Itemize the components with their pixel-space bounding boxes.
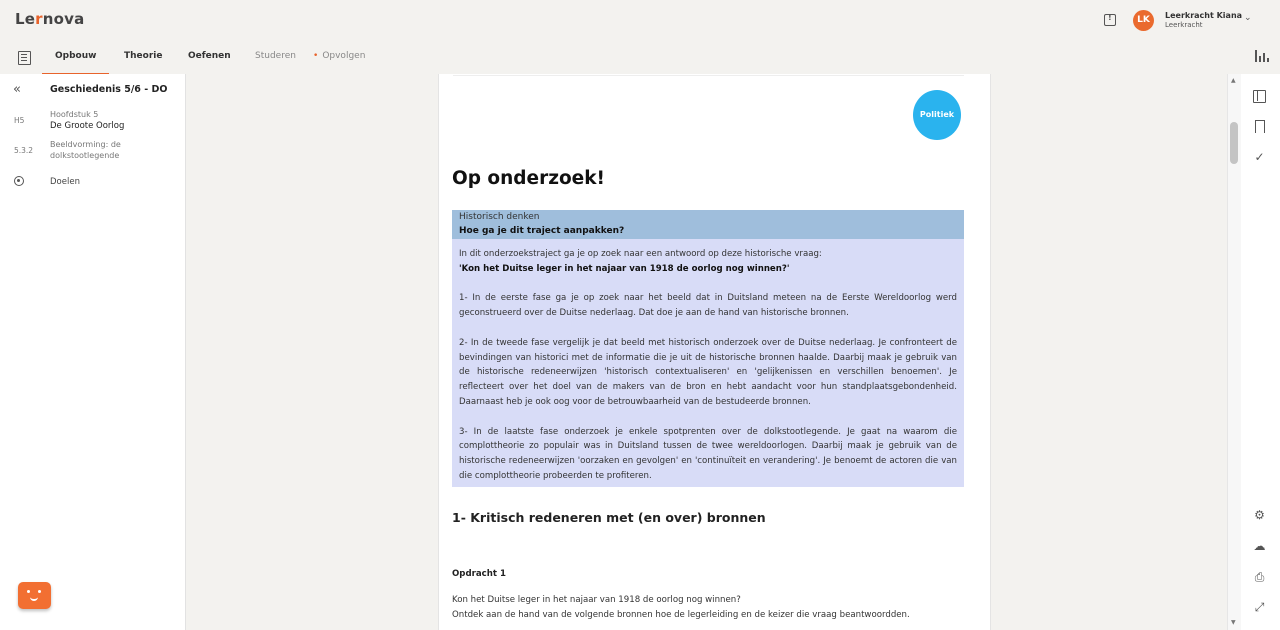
user-role: Leerkracht (1165, 21, 1203, 29)
info-box-subtitle: Hoe ga je dit traject aanpakken? (459, 226, 625, 236)
info-box-phase-2: 2- In de tweede fase vergelijk je dat beeld met historisch onderzoek over de Duitse nederlaag. Je confronteert de bevindingen van historici met de informatie die je uit de historische bronnen haalde. Daarbij maak je gebruik van de historische redeneerwijzen 'historisch contextualiseren' en 'gelijkenissen en verschillen benoemen'. Je reflecteert over het doel van de makers van de bron en hebt aandacht voor hun standplaatsgebondenheid. Daarnaast heb je ook oog voor de betrouwbaarheid van de bestudeerde bronnen. (459, 337, 957, 407)
info-box-intro: In dit onderzoekstraject ga je op zoek naar een antwoord op deze historische vraag: 'Kon het Duitse leger in het najaar van 1918 de oorlog nog winnen?' (459, 247, 957, 277)
sidebar-item-chapter-label[interactable]: Hoofdstuk 5 (50, 110, 99, 119)
info-box-header (452, 210, 964, 239)
lesson-page (438, 74, 991, 630)
sidebar-item-lesson[interactable]: Beeldvorming: de dolkstootlegende (50, 140, 121, 160)
cloud-download-icon[interactable]: ☁ (1253, 539, 1266, 553)
panel-icon[interactable] (1253, 90, 1266, 103)
bookmark-icon[interactable] (1255, 120, 1265, 133)
scroll-up-icon[interactable]: ▲ (1231, 77, 1236, 84)
tab-opbouw[interactable]: Opbouw (55, 51, 97, 61)
book-icon[interactable] (18, 51, 31, 65)
scroll-down-icon[interactable]: ▼ (1231, 619, 1236, 626)
tab-opvolgen[interactable]: • Opvolgen (313, 51, 366, 61)
status-dot-icon: • (313, 51, 319, 61)
tab-oefenen[interactable]: Oefenen (188, 51, 231, 61)
check-icon[interactable]: ✓ (1254, 150, 1265, 164)
sidebar-item-number: 5.3.2 (14, 146, 34, 155)
bar-chart-icon[interactable] (1255, 50, 1268, 62)
info-box-phase-3: 3- In de laatste fase onderzoek je enkele spotprenten over de dolkstootlegende. Je gaat na waarom die complottheorie zo populair was in Duitsland tussen de twee wereldoorlogen. Daarbij maak je gebruik van de historische redeneerwijzen 'oorzaken en gevolgen' en 'continuïteit en verandering'. Je benoemt de actoren die van die complottheorie probeerden te profiteren. (459, 426, 957, 481)
user-name[interactable]: Leerkracht Kiana (1165, 11, 1243, 20)
printer-icon[interactable]: ⎙ (1254, 570, 1265, 584)
tab-studeren[interactable]: Studeren (255, 51, 296, 61)
research-question: 'Kon het Duitse leger in het najaar van 1918 de oorlog nog winnen?' (459, 263, 790, 274)
tab-theorie[interactable]: Theorie (124, 51, 163, 61)
chevron-down-icon[interactable]: ⌄ (1244, 13, 1252, 23)
mascot-chat-button[interactable] (18, 582, 51, 609)
assignment-line: Ontdek aan de hand van de volgende bronnen hoe de legerleiding en de keizer die vraag beantwoordden. (452, 610, 910, 620)
assignment-title: Opdracht 1 (452, 569, 506, 579)
avatar[interactable]: LK (1133, 10, 1154, 31)
page-title: Op onderzoek! (452, 168, 605, 189)
sidebar (0, 74, 186, 630)
section-heading: 1- Kritisch redeneren met (en over) bronnen (452, 510, 766, 525)
info-box-body (459, 247, 957, 499)
sidebar-item-doelen[interactable]: Doelen (50, 177, 80, 187)
tab-bar (0, 42, 1280, 74)
target-icon (14, 176, 24, 186)
topic-badge: Politiek (913, 90, 961, 140)
course-title: Geschiedenis 5/6 - DO (50, 84, 168, 95)
scrollbar[interactable] (1227, 74, 1241, 630)
divider (453, 74, 964, 76)
feedback-icon[interactable] (1104, 14, 1116, 26)
assignment-line: Kon het Duitse leger in het najaar van 1918 de oorlog nog winnen? (452, 595, 741, 605)
top-bar (0, 0, 1280, 42)
assignment-text (452, 593, 910, 623)
info-box-label: Historisch denken (459, 212, 540, 222)
scroll-thumb[interactable] (1230, 122, 1238, 164)
app-logo[interactable]: Lernova (15, 10, 85, 28)
double-chevron-left-icon[interactable]: « (13, 82, 21, 97)
sidebar-item-number: H5 (14, 116, 25, 125)
info-box (452, 210, 964, 487)
sidebar-item-chapter-title[interactable]: De Groote Oorlog (50, 121, 125, 131)
gear-icon[interactable]: ⚙ (1254, 508, 1265, 522)
expand-icon[interactable]: ⤢ (1254, 600, 1265, 614)
info-box-phase-1: 1- In de eerste fase ga je op zoek naar het beeld dat in Duitsland meteen na de Eerste Wereldoorlog werd geconstrueerd over de Duitse nederlaag. Dat doe je aan de hand van historische bronnen. (459, 293, 957, 319)
